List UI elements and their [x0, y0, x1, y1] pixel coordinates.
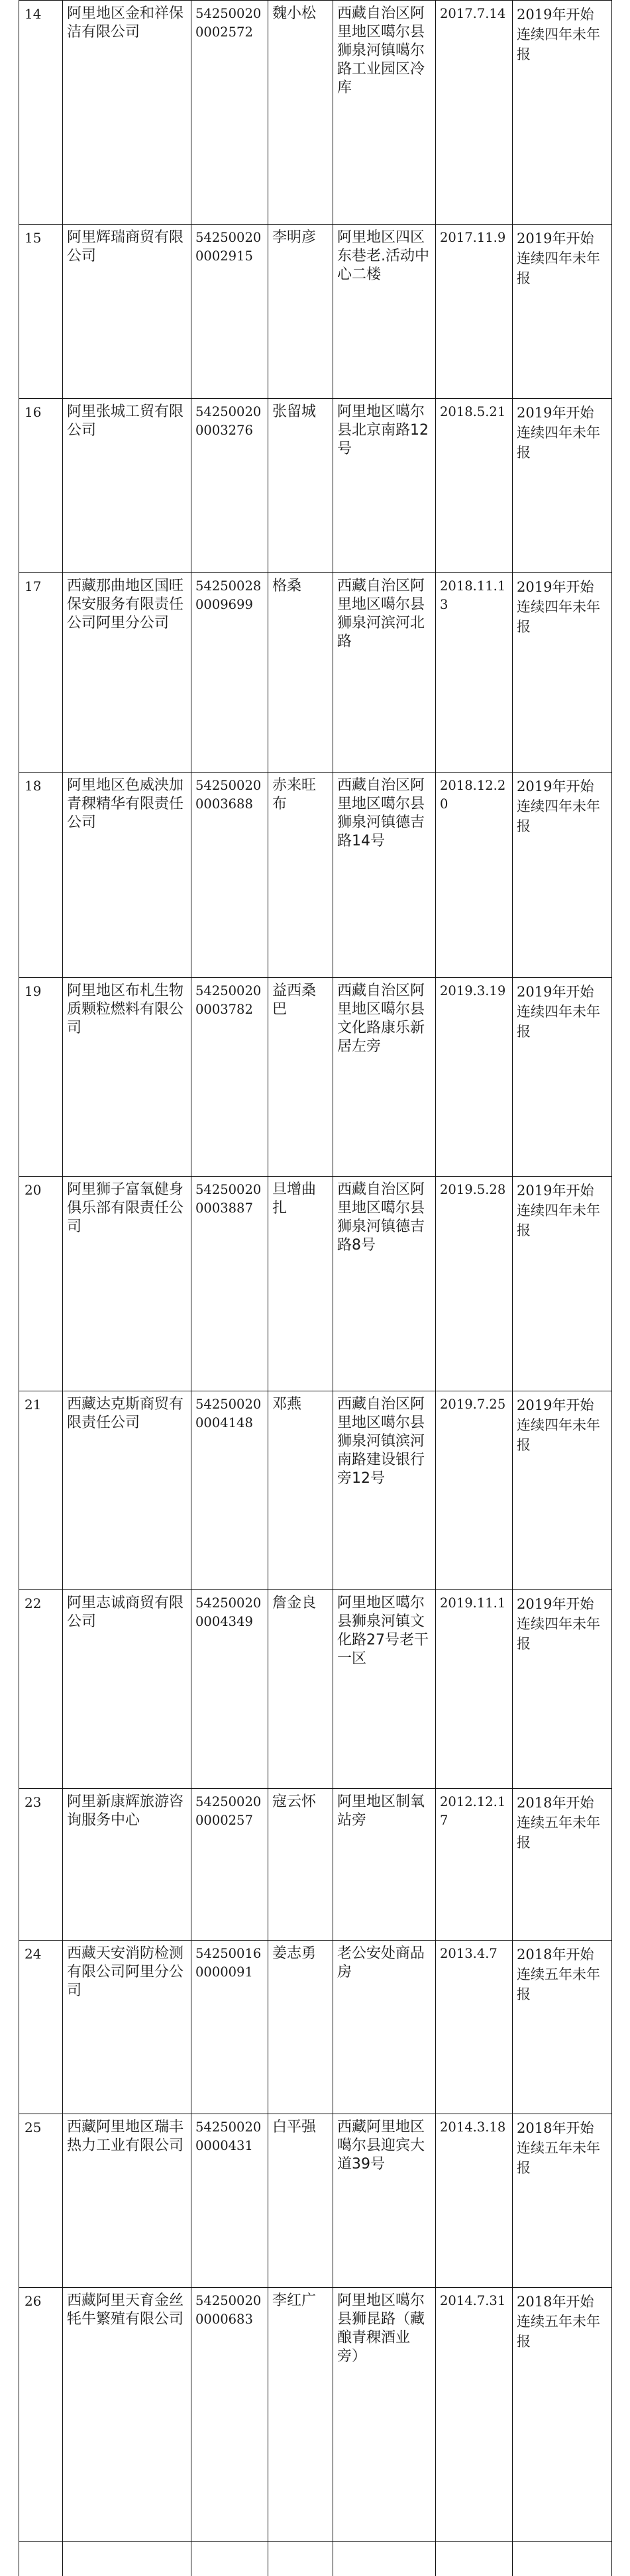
- row-number-cell: 14: [19, 1, 63, 225]
- established-date-cell: 2014.7.31: [436, 2288, 513, 2542]
- address-cell: 阿里地区制氧站旁: [333, 1789, 436, 1941]
- row-number-cell: 17: [19, 573, 63, 773]
- address-cell: 阿里地区四区东巷老.活动中心二楼: [333, 225, 436, 399]
- row-number-cell: 19: [19, 978, 63, 1177]
- legal-representative-cell: 魏小松: [268, 1, 333, 225]
- address-cell: 西藏自治区阿里地区噶尔县狮泉河镇噶尔路工业园区冷库: [333, 1, 436, 225]
- table-row: [19, 1590, 612, 1789]
- row-number-cell: 22: [19, 1590, 63, 1789]
- report-status-cell: 2018年开始连续五年未年报: [513, 2114, 612, 2288]
- registration-code-cell: 542500200000257: [191, 1789, 268, 1941]
- table-cell: [333, 2542, 436, 2576]
- address-cell: 阿里地区噶尔县狮昆路（藏酿青稞酒业旁）: [333, 2288, 436, 2542]
- row-number-cell: 25: [19, 2114, 63, 2288]
- report-status-cell: 2018年开始连续五年未年报: [513, 1941, 612, 2114]
- established-date-cell: 2019.3.19: [436, 978, 513, 1177]
- company-name-cell: 西藏阿里天育金丝牦牛繁殖有限公司: [63, 2288, 191, 2542]
- table-cell: [19, 2542, 63, 2576]
- report-status-cell: 2019年开始连续四年未年报: [513, 1590, 612, 1789]
- report-status-cell: 2019年开始连续四年未年报: [513, 978, 612, 1177]
- registration-code-cell: 542500160000091: [191, 1941, 268, 2114]
- report-status-cell: 2019年开始连续四年未年报: [513, 1177, 612, 1391]
- company-name-cell: 阿里地区布札生物质颗粒燃料有限公司: [63, 978, 191, 1177]
- report-status-cell: 2019年开始连续四年未年报: [513, 399, 612, 573]
- legal-representative-cell: 格桑: [268, 573, 333, 773]
- table-row: [19, 1789, 612, 1941]
- established-date-cell: 2018.11.13: [436, 573, 513, 773]
- registration-code-cell: 542500200002915: [191, 225, 268, 399]
- table-cell: [268, 2542, 333, 2576]
- established-date-cell: 2018.5.21: [436, 399, 513, 573]
- table-cell: [63, 2542, 191, 2576]
- table-row: [19, 225, 612, 399]
- company-name-cell: 阿里地区金和祥保洁有限公司: [63, 1, 191, 225]
- company-name-cell: 阿里张城工贸有限公司: [63, 399, 191, 573]
- registration-code-cell: 542500200004349: [191, 1590, 268, 1789]
- report-status-cell: 2019年开始连续四年未年报: [513, 573, 612, 773]
- table-row: [19, 1, 612, 225]
- company-table: [19, 0, 612, 2576]
- address-cell: 阿里地区噶尔县北京南路12号: [333, 399, 436, 573]
- address-cell: 西藏阿里地区噶尔县迎宾大道39号: [333, 2114, 436, 2288]
- registration-code-cell: 542500200003782: [191, 978, 268, 1177]
- established-date-cell: 2017.11.9: [436, 225, 513, 399]
- registration-code-cell: 542500200000683: [191, 2288, 268, 2542]
- table-row-continuation: [19, 2542, 612, 2576]
- legal-representative-cell: 邓燕: [268, 1391, 333, 1590]
- legal-representative-cell: 詹金良: [268, 1590, 333, 1789]
- legal-representative-cell: 白平强: [268, 2114, 333, 2288]
- report-status-cell: 2018年开始连续五年未年报: [513, 2288, 612, 2542]
- table-row: [19, 1391, 612, 1590]
- established-date-cell: 2019.11.1: [436, 1590, 513, 1789]
- registration-code-cell: 542500200003887: [191, 1177, 268, 1391]
- registration-code-cell: 542500200003688: [191, 773, 268, 978]
- row-number-cell: 20: [19, 1177, 63, 1391]
- legal-representative-cell: 姜志勇: [268, 1941, 333, 2114]
- established-date-cell: 2018.12.20: [436, 773, 513, 978]
- table-row: [19, 1941, 612, 2114]
- table-row: [19, 573, 612, 773]
- company-name-cell: 西藏阿里地区瑞丰热力工业有限公司: [63, 2114, 191, 2288]
- row-number-cell: 24: [19, 1941, 63, 2114]
- row-number-cell: 15: [19, 225, 63, 399]
- company-name-cell: 西藏那曲地区国旺保安服务有限责任公司阿里分公司: [63, 573, 191, 773]
- registration-code-cell: 542500200003276: [191, 399, 268, 573]
- table-cell: [436, 2542, 513, 2576]
- report-status-cell: 2019年开始连续四年未年报: [513, 225, 612, 399]
- established-date-cell: 2012.12.17: [436, 1789, 513, 1941]
- table-body: [19, 1, 612, 2576]
- established-date-cell: 2014.3.18: [436, 2114, 513, 2288]
- registration-code-cell: 542500200002572: [191, 1, 268, 225]
- legal-representative-cell: 寇云怀: [268, 1789, 333, 1941]
- address-cell: 西藏自治区阿里地区噶尔县狮泉河镇滨河南路建设银行旁12号: [333, 1391, 436, 1590]
- legal-representative-cell: 赤来旺布: [268, 773, 333, 978]
- table-row: [19, 1177, 612, 1391]
- company-name-cell: 阿里辉瑞商贸有限公司: [63, 225, 191, 399]
- table-cell: [191, 2542, 268, 2576]
- row-number-cell: 23: [19, 1789, 63, 1941]
- address-cell: 阿里地区噶尔县狮泉河镇文化路27号老干一区: [333, 1590, 436, 1789]
- address-cell: 老公安处商品房: [333, 1941, 436, 2114]
- address-cell: 西藏自治区阿里地区噶尔县狮泉河滨河北路: [333, 573, 436, 773]
- row-number-cell: 21: [19, 1391, 63, 1590]
- table-row: [19, 399, 612, 573]
- table-cell: [513, 2542, 612, 2576]
- table-row: [19, 2288, 612, 2542]
- company-name-cell: 阿里志诚商贸有限公司: [63, 1590, 191, 1789]
- report-status-cell: 2019年开始连续四年未年报: [513, 1, 612, 225]
- registration-code-cell: 542500280009699: [191, 573, 268, 773]
- table-row: [19, 773, 612, 978]
- table-row: [19, 2114, 612, 2288]
- address-cell: 西藏自治区阿里地区噶尔县狮泉河镇德吉路14号: [333, 773, 436, 978]
- report-status-cell: 2019年开始连续四年未年报: [513, 1391, 612, 1590]
- established-date-cell: 2019.7.25: [436, 1391, 513, 1590]
- table-row: [19, 978, 612, 1177]
- address-cell: 西藏自治区阿里地区噶尔县狮泉河镇德吉路8号: [333, 1177, 436, 1391]
- legal-representative-cell: 李明彦: [268, 225, 333, 399]
- established-date-cell: 2013.4.7: [436, 1941, 513, 2114]
- company-name-cell: 西藏天安消防检测有限公司阿里分公司: [63, 1941, 191, 2114]
- legal-representative-cell: 李红广: [268, 2288, 333, 2542]
- registration-code-cell: 542500200004148: [191, 1391, 268, 1590]
- company-name-cell: 西藏达克斯商贸有限责任公司: [63, 1391, 191, 1590]
- row-number-cell: 26: [19, 2288, 63, 2542]
- registration-code-cell: 542500200000431: [191, 2114, 268, 2288]
- established-date-cell: 2019.5.28: [436, 1177, 513, 1391]
- report-status-cell: 2018年开始连续五年未年报: [513, 1789, 612, 1941]
- company-name-cell: 阿里狮子富氧健身俱乐部有限责任公司: [63, 1177, 191, 1391]
- row-number-cell: 18: [19, 773, 63, 978]
- report-status-cell: 2019年开始连续四年未年报: [513, 773, 612, 978]
- company-name-cell: 阿里新康辉旅游咨询服务中心: [63, 1789, 191, 1941]
- address-cell: 西藏自治区阿里地区噶尔县文化路康乐新居左旁: [333, 978, 436, 1177]
- legal-representative-cell: 益西桑巴: [268, 978, 333, 1177]
- established-date-cell: 2017.7.14: [436, 1, 513, 225]
- row-number-cell: 16: [19, 399, 63, 573]
- legal-representative-cell: 张留城: [268, 399, 333, 573]
- legal-representative-cell: 旦增曲扎: [268, 1177, 333, 1391]
- company-name-cell: 阿里地区色威泱加青稞精华有限责任公司: [63, 773, 191, 978]
